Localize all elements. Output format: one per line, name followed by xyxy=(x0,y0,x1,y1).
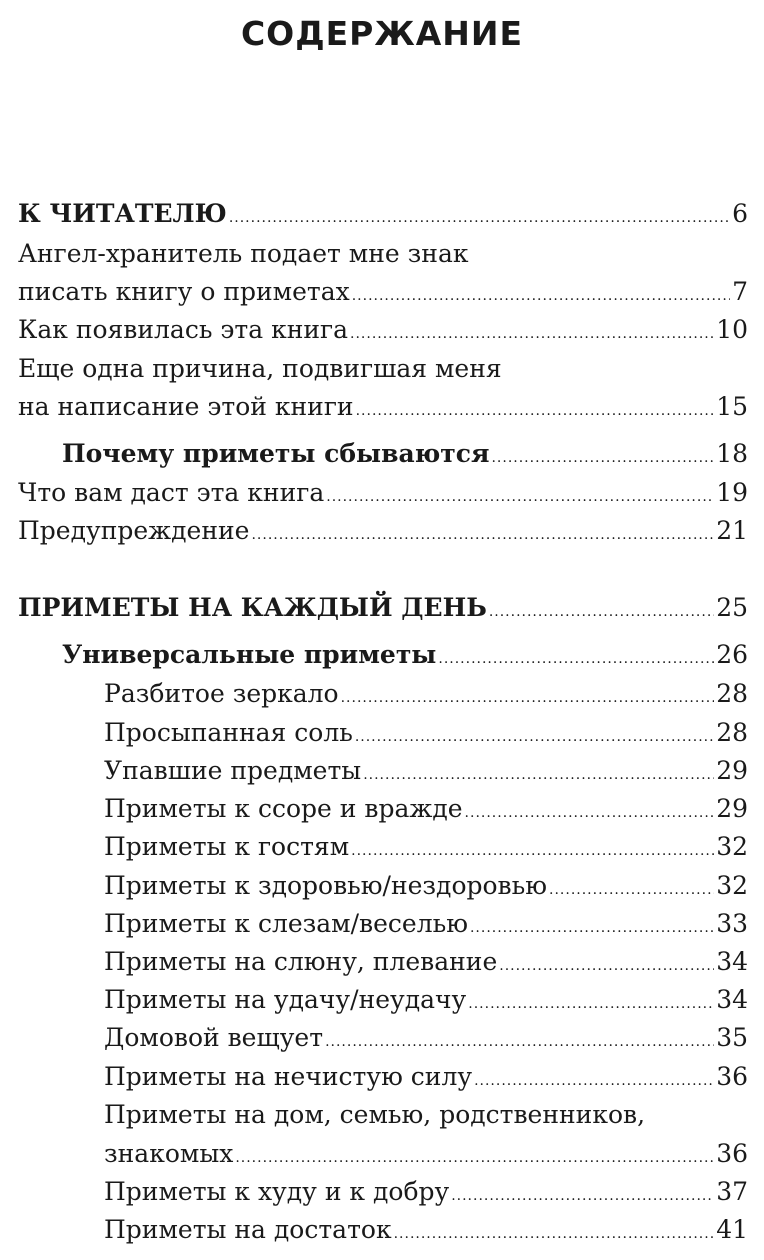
toc-item[interactable] xyxy=(104,981,748,1023)
toc-entry-page: 35 xyxy=(716,1023,748,1052)
toc-entry-title: Упавшие предметы xyxy=(104,756,362,785)
toc-entry-title: Приметы на слюну, плевание xyxy=(104,947,498,976)
leader-dots xyxy=(355,718,714,756)
toc-entry-what-gives[interactable] xyxy=(18,474,748,516)
toc-item[interactable] xyxy=(104,1173,748,1215)
toc-entry-to-reader[interactable] xyxy=(18,195,748,237)
leader-dots xyxy=(451,1177,714,1215)
leader-dots xyxy=(468,985,714,1023)
leader-dots xyxy=(235,1139,714,1177)
toc-entry-title: Приметы к здоровью/нездоровью xyxy=(104,871,548,900)
toc-entry-page: 37 xyxy=(716,1177,748,1206)
toc-entry-reason[interactable] xyxy=(18,388,748,430)
leader-dots xyxy=(489,593,714,631)
leader-dots xyxy=(326,478,714,516)
leader-dots xyxy=(394,1215,715,1253)
leader-dots xyxy=(352,277,730,315)
toc-item[interactable] xyxy=(104,714,748,756)
toc-item[interactable] xyxy=(104,1211,748,1253)
leader-dots xyxy=(251,516,714,554)
toc-entry-page: 32 xyxy=(716,832,748,861)
leader-dots xyxy=(229,199,730,237)
toc-entry-page: 28 xyxy=(716,679,748,708)
toc-entry-page: 25 xyxy=(716,593,748,622)
toc-item[interactable] xyxy=(104,943,748,985)
leader-dots xyxy=(363,756,714,794)
toc-entry-title: К ЧИТАТЕЛЮ xyxy=(18,199,227,228)
toc-entry-page: 36 xyxy=(716,1062,748,1091)
toc-entry-title: Универсальные приметы xyxy=(62,640,437,669)
toc-entry-page: 19 xyxy=(716,478,748,507)
toc-item[interactable] xyxy=(104,752,748,794)
toc-entry-title: Приметы на достаток xyxy=(104,1215,392,1244)
toc-item[interactable] xyxy=(104,675,748,717)
toc-entry-title: Почему приметы сбываются xyxy=(62,439,490,468)
toc-entry-page: 41 xyxy=(716,1215,748,1244)
leader-dots xyxy=(356,392,715,430)
toc-item[interactable] xyxy=(104,1019,748,1061)
toc-entry-page: 6 xyxy=(732,199,748,228)
toc-entry-title: Домовой вещует xyxy=(104,1023,324,1052)
toc-entry-angel-line1[interactable]: Ангел-хранитель подает мне знак xyxy=(18,239,469,268)
toc-item[interactable] xyxy=(104,828,748,870)
toc-entry-title: Приметы на удачу/неудачу xyxy=(104,985,467,1014)
toc-entry-page: 18 xyxy=(716,439,748,468)
toc-entry-page: 26 xyxy=(716,640,748,669)
leader-dots xyxy=(549,871,714,909)
toc-entry-how-appeared[interactable] xyxy=(18,311,748,353)
page-title: СОДЕРЖАНИЕ xyxy=(240,14,524,53)
toc-entry-title: на написание этой книги xyxy=(18,392,354,421)
toc-entry-universal[interactable] xyxy=(62,636,748,678)
toc-entry-page: 29 xyxy=(716,794,748,823)
toc-item[interactable] xyxy=(104,790,748,832)
toc-entry-warning[interactable] xyxy=(18,512,748,554)
leader-dots xyxy=(325,1023,714,1061)
toc-entry-title: Предупреждение xyxy=(18,516,250,545)
toc-entry-page: 36 xyxy=(716,1139,748,1168)
toc-entry-reason-line1[interactable]: Еще одна причина, подвигшая меня xyxy=(18,354,502,383)
leader-dots xyxy=(438,640,714,678)
leader-dots xyxy=(499,947,714,985)
toc-item[interactable] xyxy=(104,1058,748,1100)
toc-entry-title: ПРИМЕТЫ НА КАЖДЫЙ ДЕНЬ xyxy=(18,593,487,622)
toc-entry-page: 34 xyxy=(716,947,748,976)
toc-item[interactable] xyxy=(104,905,748,947)
toc-entry-page: 33 xyxy=(716,909,748,938)
toc-entry-page: 7 xyxy=(732,277,748,306)
toc-entry-title: Приметы к гостям xyxy=(104,832,350,861)
toc-entry-why-true[interactable] xyxy=(62,435,748,477)
toc-entry-title: Приметы к слезам/веселью xyxy=(104,909,468,938)
toc-entry-page: 34 xyxy=(716,985,748,1014)
toc-entry-page: 29 xyxy=(716,756,748,785)
toc-entry-title: Что вам даст эта книга xyxy=(18,478,325,507)
toc-entry-family-line1[interactable]: Приметы на дом, семью, родственников, xyxy=(104,1100,646,1129)
leader-dots xyxy=(341,679,715,717)
toc-entry-page: 28 xyxy=(716,718,748,747)
toc-entry-title: Приметы к худу и к добру xyxy=(104,1177,450,1206)
toc-item[interactable] xyxy=(104,867,748,909)
toc-entry-page: 21 xyxy=(716,516,748,545)
toc-entry-title: писать книгу о приметах xyxy=(18,277,350,306)
leader-dots xyxy=(351,832,714,870)
toc-entry-angel[interactable] xyxy=(18,273,748,315)
toc-entry-title: Приметы к ссоре и вражде xyxy=(104,794,463,823)
leader-dots xyxy=(470,909,714,947)
toc-entry-title: Просыпанная соль xyxy=(104,718,353,747)
toc-entry-family[interactable] xyxy=(104,1135,748,1177)
leader-dots xyxy=(474,1062,714,1100)
leader-dots xyxy=(465,794,715,832)
toc-entry-title: Приметы на нечистую силу xyxy=(104,1062,473,1091)
toc-entry-page: 15 xyxy=(716,392,748,421)
toc-entry-page: 32 xyxy=(716,871,748,900)
toc-entry-title: Разбитое зеркало xyxy=(104,679,339,708)
toc-entry-page: 10 xyxy=(716,315,748,344)
toc-entry-title: Как появилась эта книга xyxy=(18,315,349,344)
toc-entry-everyday[interactable] xyxy=(18,589,748,631)
toc-entry-title: знакомых xyxy=(104,1139,234,1168)
leader-dots xyxy=(350,315,714,353)
leader-dots xyxy=(491,439,714,477)
